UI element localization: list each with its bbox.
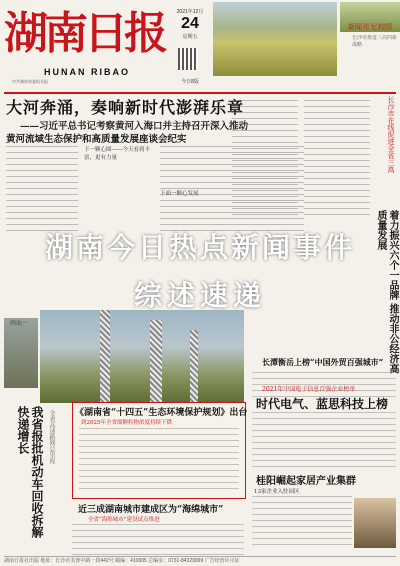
boxed-story-body: [79, 428, 239, 493]
side-column-text: 长沙市推进三高四新战略: [352, 35, 398, 48]
bottom-subhead: 全省“海绵城市”建设试点推进: [88, 517, 160, 523]
left-vertical-headline[interactable]: 我省报批机动车回收拆解快递增长: [16, 406, 44, 538]
boxed-story-title: 《湖南省“十四五”生态环境保护规划》出台: [75, 408, 248, 418]
masthead-logo: 湖南日报: [4, 8, 164, 59]
lead-quote: 下一颗心圆——今天看到丰富，更有力量: [84, 147, 151, 161]
story-body: [252, 496, 352, 548]
lead-deck: 黄河流域生态保护和高质量发展座谈会纪实: [6, 134, 187, 145]
right-vertical-red: 长沙市在线促进全省三高: [387, 96, 395, 173]
tower-structure: [100, 310, 110, 403]
body-column: [304, 100, 370, 220]
masthead-pinyin: HUNAN RIBAO: [44, 67, 130, 77]
story-subhead: 13家企业入驻园区: [254, 489, 300, 495]
photo-caption: 画面一: [10, 320, 29, 327]
right-vertical-headline[interactable]: 着力振兴六个一品牌 推动非公经济高质量发展: [375, 210, 398, 374]
story-tag: 2021年中国电子信息百强企业榜单: [262, 386, 356, 393]
story-photo: [354, 498, 396, 548]
left-vertical-subhead: 全省高速路网总里程: [48, 410, 55, 464]
story-headline-trade[interactable]: 长潭衡岳上榜“中国外贸百强城市”: [262, 357, 384, 367]
date-pages: 今日8版: [181, 79, 199, 85]
top-photo-fields: [213, 2, 337, 76]
construction-photo: [40, 310, 244, 403]
story-body: [252, 412, 396, 472]
date-year-month: 2021年12月: [176, 9, 204, 15]
masthead-subtitle: 中共湖南省委机关报: [12, 79, 48, 84]
qr-code-icon: [178, 48, 198, 70]
body-column: [232, 100, 298, 220]
story-headline-furniture[interactable]: 桂阳崛起家居产业集群: [256, 476, 356, 487]
body-column: [6, 146, 78, 236]
boxed-story-subtitle: 到2025年全省细颗粒物浓度持续下降: [81, 420, 172, 426]
tower-structure: [150, 320, 162, 403]
bottom-body: [72, 524, 244, 556]
overlay-line-1: 湖南今日热点新闻事件: [44, 231, 355, 264]
left-photo: [4, 318, 38, 388]
date-day: 24: [181, 15, 199, 32]
footer: 湖南日报社出版 地址：长沙市芙蓉中路一段442号 邮编：410005 总编室：0731-84329999 广告经营许可证: [4, 556, 396, 566]
boxed-story[interactable]: [72, 402, 246, 499]
date-weekday: 星期五: [182, 34, 198, 40]
story-headline-tech[interactable]: 时代电气、蓝思科技上榜: [256, 397, 389, 411]
lead-subhead: ——习近平总书记考察黄河入海口并主持召开深入推动: [20, 121, 249, 132]
overlay-line-2: 综述速递: [133, 279, 266, 312]
lead-headline[interactable]: 大河奔涌，奏响新时代澎湃乐章: [6, 98, 245, 117]
lead-quote-2: 下面一颗心发展: [160, 191, 199, 197]
side-tag: 新闻刊 忆校园: [348, 24, 392, 31]
tower-structure: [190, 330, 198, 403]
right-column-body: [232, 100, 377, 220]
bottom-headline[interactable]: 近三成湖南城市建成区为“海绵城市”: [78, 505, 224, 515]
overlay-title: [0, 226, 400, 320]
masthead-divider: [4, 92, 396, 94]
